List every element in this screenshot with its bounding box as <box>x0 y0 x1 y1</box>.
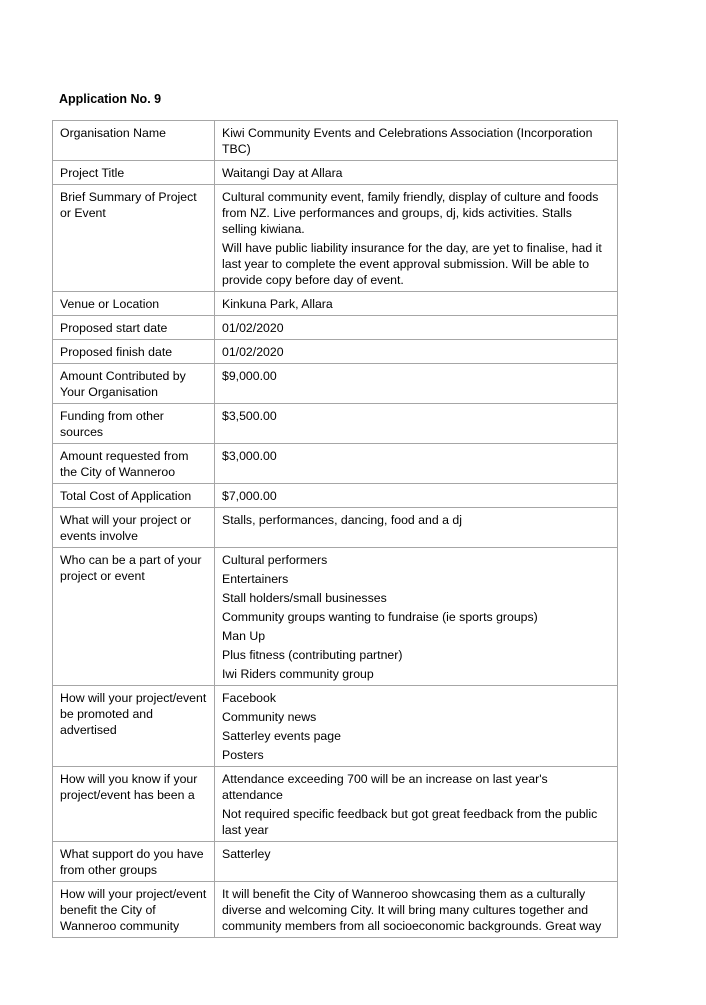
value-paragraph: It will benefit the City of Wanneroo showcasing them as a culturally diverse and welcoming City. It will bring many cultures together and community members from all socioeconomic backgrounds. Great way <box>222 887 602 933</box>
value-paragraph: Community groups wanting to fundraise (ie sports groups) <box>222 610 538 624</box>
field-label: Who can be a part of your project or event <box>53 548 215 686</box>
field-label: Organisation Name <box>53 121 215 161</box>
value-paragraph: $3,500.00 <box>222 409 277 423</box>
table-row <box>53 316 618 340</box>
field-label: Amount Contributed by Your Organisation <box>53 364 215 404</box>
field-value <box>215 340 618 364</box>
field-value <box>215 161 618 185</box>
table-row <box>53 161 618 185</box>
page-title: Application No. 9 <box>59 92 162 106</box>
value-paragraph: $3,000.00 <box>222 449 277 463</box>
application-table <box>52 120 618 938</box>
value-paragraph: Stalls, performances, dancing, food and a dj <box>222 513 462 527</box>
field-value <box>215 842 618 882</box>
table-row <box>53 364 618 404</box>
value-paragraph: $9,000.00 <box>222 369 277 383</box>
value-paragraph: Cultural performers <box>222 553 328 567</box>
field-value <box>215 185 618 292</box>
value-paragraph: Facebook <box>222 691 277 705</box>
field-label: Venue or Location <box>53 292 215 316</box>
table-row <box>53 508 618 548</box>
value-paragraph: Kiwi Community Events and Celebrations Association (Incorporation TBC) <box>222 126 593 156</box>
field-label: Proposed finish date <box>53 340 215 364</box>
value-paragraph: Man Up <box>222 629 266 643</box>
field-value <box>215 508 618 548</box>
value-paragraph: Cultural community event, family friendly, display of culture and foods from NZ. Live performances and groups, dj, kids activities. Stalls selling kiwiana. <box>222 190 599 236</box>
field-label: How will you know if your project/event has been a <box>53 767 215 842</box>
value-paragraph: Plus fitness (contributing partner) <box>222 648 403 662</box>
value-paragraph: Iwi Riders community group <box>222 667 374 681</box>
table-row <box>53 404 618 444</box>
table-row <box>53 842 618 882</box>
field-label: Total Cost of Application <box>53 484 215 508</box>
field-value <box>215 292 618 316</box>
field-label: What support do you have from other groups <box>53 842 215 882</box>
field-label: Project Title <box>53 161 215 185</box>
value-paragraph: Will have public liability insurance for the day, are yet to finalise, had it last year to complete the event approval submission. Will be able to provide copy before day of event. <box>222 241 602 287</box>
table-row <box>53 484 618 508</box>
field-value <box>215 364 618 404</box>
value-paragraph: Posters <box>222 748 264 762</box>
value-paragraph: Waitangi Day at Allara <box>222 166 343 180</box>
field-value <box>215 882 618 938</box>
field-value <box>215 767 618 842</box>
table-row <box>53 686 618 767</box>
value-paragraph: Attendance exceeding 700 will be an increase on last year's attendance <box>222 772 548 802</box>
table-row <box>53 444 618 484</box>
field-value <box>215 548 618 686</box>
value-paragraph: Community news <box>222 710 317 724</box>
field-value <box>215 121 618 161</box>
value-paragraph: 01/02/2020 <box>222 345 284 359</box>
table-row <box>53 340 618 364</box>
field-value <box>215 484 618 508</box>
table-row <box>53 121 618 161</box>
value-paragraph: Kinkuna Park, Allara <box>222 297 333 311</box>
field-label: Proposed start date <box>53 316 215 340</box>
field-label: Amount requested from the City of Wanneroo <box>53 444 215 484</box>
field-value <box>215 444 618 484</box>
value-paragraph: Stall holders/small businesses <box>222 591 387 605</box>
value-paragraph: 01/02/2020 <box>222 321 284 335</box>
value-paragraph: Not required specific feedback but got great feedback from the public last year <box>222 807 598 837</box>
field-value <box>215 404 618 444</box>
table-row <box>53 292 618 316</box>
field-value <box>215 686 618 767</box>
field-label: Brief Summary of Project or Event <box>53 185 215 292</box>
field-label: Funding from other sources <box>53 404 215 444</box>
table-row <box>53 185 618 292</box>
field-value <box>215 316 618 340</box>
table-row <box>53 767 618 842</box>
table-row <box>53 882 618 938</box>
value-paragraph: Satterley <box>222 847 271 861</box>
field-label: How will your project/event be promoted and advertised <box>53 686 215 767</box>
value-paragraph: $7,000.00 <box>222 489 277 503</box>
value-paragraph: Entertainers <box>222 572 289 586</box>
field-label: How will your project/event benefit the City of Wanneroo community <box>53 882 215 938</box>
table-row <box>53 548 618 686</box>
field-label: What will your project or events involve <box>53 508 215 548</box>
value-paragraph: Satterley events page <box>222 729 341 743</box>
